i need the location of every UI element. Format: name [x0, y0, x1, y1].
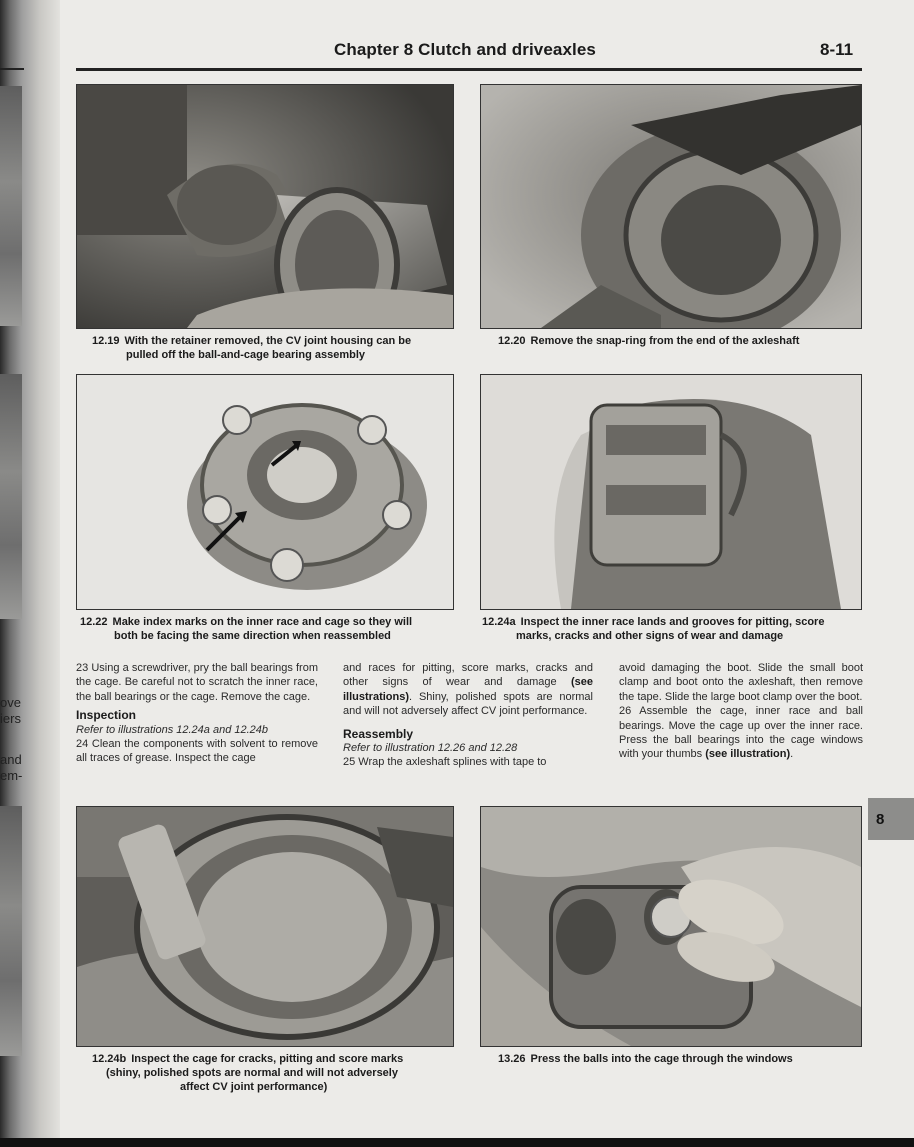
paragraph-26: 26 Assemble the cage, inner race and ball bearings. Move the cage up over the inner race. Press the ball bearings into the cage windows with your thumbs (see illustration).	[619, 705, 863, 761]
previous-page-text: iers	[0, 711, 21, 726]
header-rule	[76, 68, 862, 71]
photo-index-marks	[76, 374, 454, 610]
photo-inner-race-inspection	[480, 374, 862, 610]
illustration-reference: Refer to illustration 12.26 and 12.28	[343, 742, 518, 755]
text-column-1	[76, 661, 318, 766]
figure-caption-12-20: 12.20 Remove the snap-ring from the end of the axleshaft	[498, 335, 800, 347]
figure-caption-12-19: 12.19 With the retainer removed, the CV joint housing can be pulled off the ball-and-cage bearing assembly	[92, 335, 412, 361]
page-bottom-edge	[0, 1138, 914, 1147]
previous-page-text: em-	[0, 768, 23, 783]
chapter-thumb-tab: 8	[868, 798, 914, 840]
figure-caption-12-24b: 12.24b Inspect the cage for cracks, pitting and score marks (shiny, polished spots are normal and will not adversely affect CV joint performance)	[92, 1053, 404, 1093]
figure-caption-13-26: 13.26 Press the balls into the cage through the windows	[498, 1053, 793, 1065]
previous-page-photo	[0, 374, 22, 619]
text-column-3	[619, 661, 863, 762]
photo-cv-joint-housing	[76, 84, 454, 329]
previous-page-rule	[0, 68, 24, 70]
photo-cage-inspection	[76, 806, 454, 1047]
paragraph-23: 23 Using a screwdriver, pry the ball bearings from the cage. Be careful not to scratch the inner race, the ball bearings or the cage. Remove the cage.	[76, 662, 318, 703]
paragraph-24-continued: and races for pitting, score marks, cracks and other signs of wear and damage (see illustrations). Shiny, polished spots are normal and will not adversely affect CV joint performance.	[343, 662, 593, 718]
illustration-reference: Refer to illustrations 12.24a and 12.24b	[76, 723, 269, 736]
heading-reassembly: Reassembly	[343, 726, 414, 741]
previous-page-photo	[0, 806, 22, 1056]
previous-page-photo	[0, 86, 22, 326]
binding-margin	[0, 0, 60, 1147]
paragraph-25-continued: avoid damaging the boot. Slide the small boot clamp and boot onto the axleshaft, then remove the tape. Slide the large boot clamp over the boot.	[619, 662, 863, 703]
figure-caption-12-24a: 12.24a Inspect the inner race lands and grooves for pitting, score marks, cracks and other signs of wear and damage	[482, 616, 825, 642]
previous-page-text: and	[0, 752, 22, 767]
text-column-2	[343, 661, 593, 770]
paragraph-25: 25 Wrap the axleshaft splines with tape to	[343, 756, 547, 769]
photo-snap-ring-removal	[480, 84, 862, 329]
photo-press-balls-into-cage	[480, 806, 862, 1047]
page-number: 8-11	[820, 40, 854, 59]
figure-caption-12-22: 12.22 Make index marks on the inner race and cage so they will both be facing the same direction when reassembled	[80, 616, 413, 642]
chapter-title: Chapter 8 Clutch and driveaxles	[334, 40, 596, 59]
heading-inspection: Inspection	[76, 708, 137, 723]
paragraph-24: 24 Clean the components with solvent to remove all traces of grease. Inspect the cage	[76, 738, 318, 765]
previous-page-text: ove	[0, 695, 21, 710]
